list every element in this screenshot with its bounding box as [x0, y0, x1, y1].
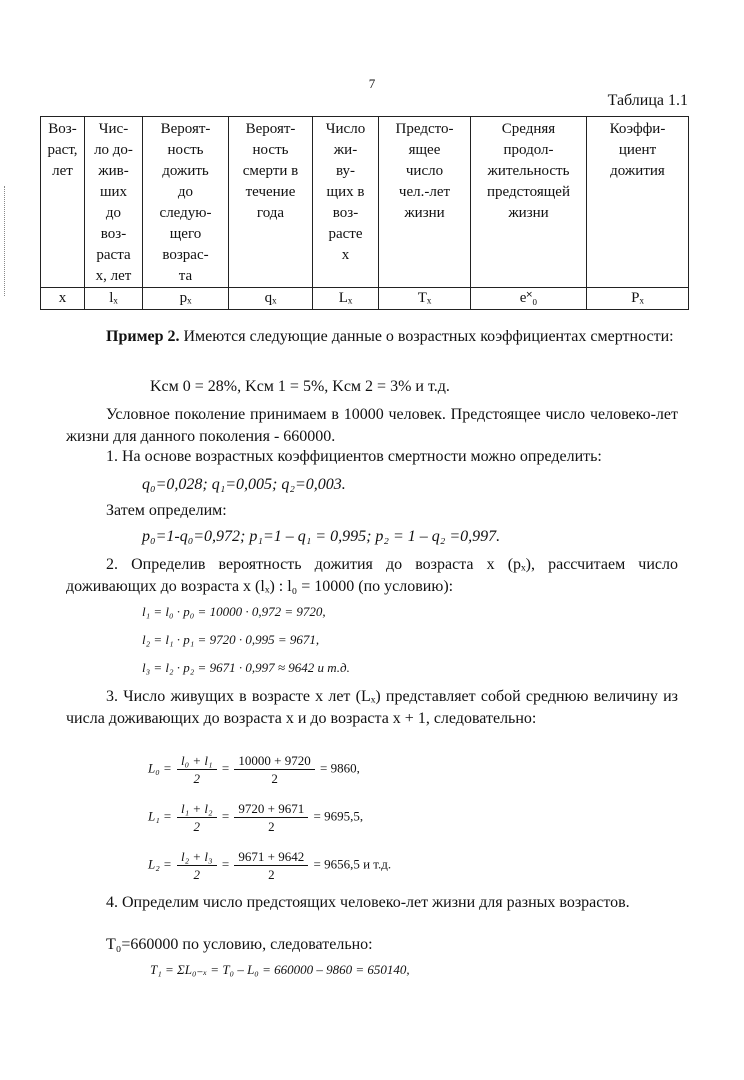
fraction: [234, 800, 308, 835]
header-line: до: [177, 184, 194, 200]
header-line: циент: [618, 142, 657, 158]
formula-lhs: L₀ =: [148, 760, 172, 776]
header-line: следую-: [159, 205, 212, 221]
fraction: [177, 752, 217, 787]
table-symbol-cell: Pₓ: [587, 288, 689, 310]
table-header-cell: [587, 117, 689, 288]
header-line: щего: [169, 226, 202, 242]
table-caption: Таблица 1.1: [607, 92, 688, 109]
header-line: Вероят-: [160, 121, 211, 137]
numerator: l₁ + l₂: [177, 800, 217, 818]
table-symbol-cell: Lₓ: [313, 288, 379, 310]
step1-text: 1. На основе возрастных коэффициентов смертности можно определить:: [106, 448, 602, 465]
table-header-cell: [379, 117, 471, 288]
formula-result: = 9695,5,: [313, 808, 364, 824]
header-line: до: [105, 205, 122, 221]
l1-formula: l₁ = l₀ · p₀ = 10000 · 0,972 = 9720,: [142, 604, 326, 619]
denominator: 2: [193, 867, 201, 882]
example-intro-text: Имеются следующие данные о возрастных коэффициентах смертности:: [183, 328, 674, 345]
numerator: 10000 + 9720: [234, 752, 314, 770]
header-line: жив-: [98, 163, 129, 179]
header-line: раста: [96, 247, 131, 263]
header-line: Воз-: [48, 121, 77, 137]
denominator: 2: [268, 867, 275, 882]
formula-lhs: L₁ =: [148, 808, 172, 824]
header-line: возрас-: [162, 247, 209, 263]
L2-formula: L₂ = $\frac{\text{l₂ + l₃}}{2}$ = $\frac{9671 + 9642}{2}$ = 9656,5 и т.д.: [148, 849, 392, 882]
numerator: 9671 + 9642: [234, 848, 308, 866]
step3-text: 3. Число живущих в возрасте x лет (Lₓ) представляет собой среднюю величину из числа доживающих до возраста x и до возраста x + 1, следовательно:: [66, 688, 678, 727]
step4-text: 4. Определим число предстоящих человеко-лет жизни для разных возрастов.: [106, 894, 630, 911]
fraction: [234, 752, 314, 787]
l3-formula: l₃ = l₂ · p₂ = 9671 · 0,997 ≈ 9642 и т.д.: [142, 660, 350, 675]
header-line: число: [405, 163, 444, 179]
table-symbol-cell: Tₓ: [379, 288, 471, 310]
header-line: Число: [325, 121, 366, 137]
header-line: чел.-лет: [398, 184, 451, 200]
header-line: лет: [52, 163, 73, 179]
header-line: Чис-: [98, 121, 129, 137]
header-line: Средняя: [501, 121, 556, 137]
header-line: воз-: [332, 205, 359, 221]
fraction: [177, 848, 217, 883]
p-values: p₀=1-q₀=0,972; p₁=1 – q₁ = 0,995; p₂ = 1 – q₂ =0,997.: [142, 528, 501, 545]
table-header-cell: [229, 117, 313, 288]
table-header-cell: [313, 117, 379, 288]
numerator: l₂ + l₃: [177, 848, 217, 866]
header-line: дожития: [610, 163, 665, 179]
header-line: ность: [252, 142, 289, 158]
table-symbol-cell: lₓ: [85, 288, 143, 310]
table-symbol-cell: e˟₀: [471, 288, 587, 310]
example-label: Пример 2.: [106, 328, 180, 345]
header-line: смерти в: [242, 163, 299, 179]
header-line: течение: [245, 184, 296, 200]
header-line: жизни: [404, 205, 445, 221]
table-header-cell: [471, 117, 587, 288]
formula-lhs: L₂ =: [148, 856, 172, 872]
header-line: ящее: [408, 142, 441, 158]
header-line: раст,: [47, 142, 78, 158]
header-line: ло до-: [94, 142, 133, 158]
table-header-cell: [41, 117, 85, 288]
table-header-row: [41, 117, 689, 288]
example-intro: [66, 326, 678, 348]
header-line: Коэффи-: [609, 121, 666, 137]
header-line: ву-: [335, 163, 356, 179]
header-line: ность: [167, 142, 204, 158]
header-line: дожить: [162, 163, 209, 179]
header-line: года: [256, 205, 285, 221]
header-line: х: [341, 247, 350, 263]
table-symbol-cell: qₓ: [229, 288, 313, 310]
formula-result: = 9656,5 и т.д.: [313, 856, 392, 872]
q-values: q₀=0,028; q₁=0,005; q₂=0,003.: [142, 476, 346, 493]
header-line: жизни: [508, 205, 549, 221]
numerator: 9720 + 9671: [234, 800, 308, 818]
rates-line: Kсм 0 = 28%, Kсм 1 = 5%, Kсм 2 = 3% и т.д.: [150, 378, 450, 395]
table-symbol-cell: pₓ: [143, 288, 229, 310]
header-line: жи-: [333, 142, 358, 158]
header-line: Предсто-: [395, 121, 454, 137]
page-number: 7: [368, 76, 376, 91]
L0-formula: L₀ = $\frac{\text{l₀ + l₁}}{2}$ = $\frac{10000 + 9720}{2}$ = 9860,: [148, 753, 360, 786]
header-line: та: [178, 268, 193, 284]
l2-formula: l₂ = l₁ · p₁ = 9720 · 0,995 = 9671,: [142, 632, 320, 647]
then-text: Затем определим:: [106, 502, 227, 519]
header-line: Вероят-: [245, 121, 296, 137]
denominator: 2: [271, 771, 278, 786]
T0-line: T₀=660000 по условию, следовательно:: [106, 936, 373, 953]
fraction: [234, 848, 308, 883]
header-line: х, лет: [95, 268, 132, 284]
table-header-cell: [85, 117, 143, 288]
header-line: расте: [328, 226, 363, 242]
L1-formula: L₁ = $\frac{\text{l₁ + l₂}}{2}$ = $\frac{9720 + 9671}{2}$ = 9695,5,: [148, 801, 364, 834]
conditional-text: Условное поколение принимаем в 10000 человек. Предстоящее число человеко-лет жизни для данного поколения - 660000.: [66, 406, 678, 445]
header-line: жительность: [487, 163, 570, 179]
margin-dots: [4, 186, 8, 296]
numerator: l₀ + l₁: [177, 752, 217, 770]
denominator: 2: [193, 819, 201, 834]
header-line: воз-: [100, 226, 127, 242]
header-line: щих в: [326, 184, 365, 200]
denominator: 2: [193, 771, 201, 786]
life-table: [40, 116, 689, 310]
table-symbol-row: [41, 288, 689, 310]
T1-formula: T₁ = ΣL₀₋ₓ = T₀ – L₀ = 660000 – 9860 = 650140,: [150, 962, 410, 977]
fraction: [177, 800, 217, 835]
table-header-cell: [143, 117, 229, 288]
header-line: продол-: [503, 142, 554, 158]
denominator: 2: [268, 819, 275, 834]
formula-result: = 9860,: [320, 760, 360, 776]
step2-text: 2. Определив вероятность дожития до возраста x (pₓ), рассчитаем число доживающих до возраста x (lₓ) : l₀ = 10000 (по условию):: [66, 556, 678, 595]
header-line: ших: [99, 184, 128, 200]
header-line: предстоящей: [487, 184, 570, 200]
table-symbol-cell: x: [41, 288, 85, 310]
